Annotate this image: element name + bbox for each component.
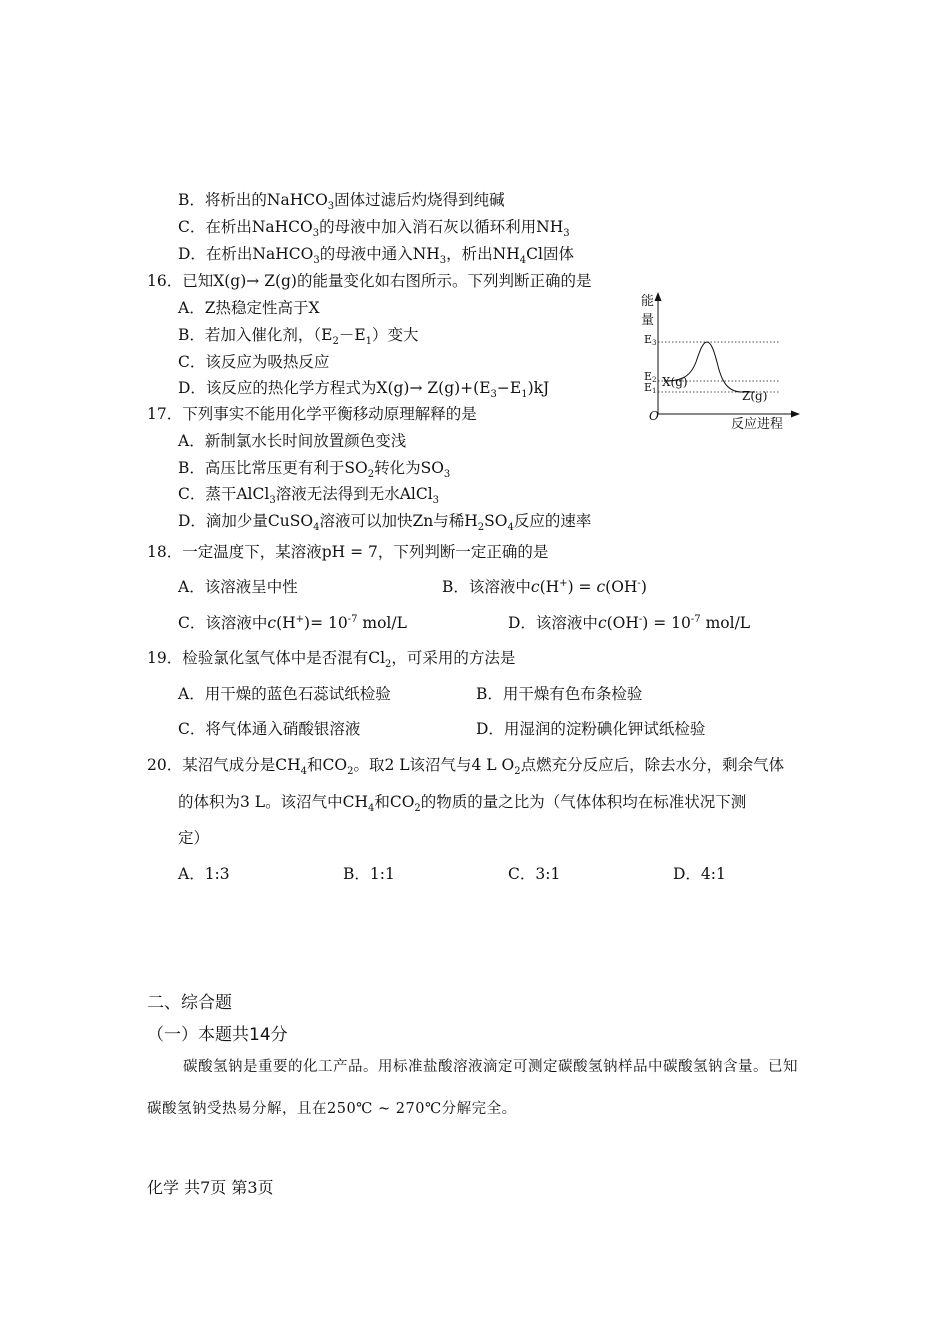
- q20-option-a: A．1:3: [178, 865, 230, 883]
- y-axis-label-top: 能: [641, 294, 655, 309]
- q16-option-a: A．Z热稳定性高于X: [178, 299, 320, 317]
- q18-stem: 18．一定温度下，某溶液pH = 7，下列判断一定正确的是: [147, 543, 549, 561]
- q17-option-c: C．蒸干AlCl$_3$溶液无法得到无水AlCl$_3$: [178, 485, 440, 507]
- q15-option-c: C．在析出NaHCO$_3$的母液中加入消石灰以循环利用$NH_3$: [178, 218, 570, 240]
- y-axis-label-bottom: 量: [641, 313, 655, 328]
- q19-option-a: A．用干燥的蓝色石蕊试纸检验: [178, 685, 391, 703]
- q16-option-b: B．若加入催化剂，$(E_2-E_1)$变大: [178, 326, 419, 348]
- q20-option-c: C．3:1: [508, 865, 561, 883]
- q19-option-b: B．用干燥有色布条检验: [476, 685, 643, 703]
- q18-option-a: A．该溶液呈中性: [178, 578, 298, 596]
- e1-label: E1: [644, 381, 657, 395]
- q16-stem: 16．已知X(g)→ Z(g)的能量变化如右图所示。下列判断正确的是: [147, 272, 592, 290]
- q20-option-b: B．1:1: [343, 865, 395, 883]
- q20-stem-line2: 的体积为3 L。该沼气中$CH_4$和$CO_2$的物质的量之比为（气体体积均在标准状况下测: [178, 793, 747, 815]
- q15-option-b: B．将析出的NaHCO$_3$固体过滤后灼烧得到纯碱: [178, 191, 505, 213]
- q17-option-b: B．高压比常压更有利于$SO_2$转化为$SO_3$: [178, 459, 451, 481]
- q18-option-c: C．该溶液中$c(H^+)= 10^{-7}$ mol/L: [178, 613, 407, 632]
- page-footer: 化学 共7页 第3页: [147, 1178, 274, 1197]
- q17-option-d: D．滴加少量CuSO$_4$溶液可以加快Zn与稀$H_2SO_4$反应的速率: [178, 512, 592, 534]
- section-subtitle: （一）本题共14分: [147, 1025, 288, 1045]
- q19-stem: 19．检验氯化氢气体中是否混有$Cl_2$，可采用的方法是: [147, 649, 516, 671]
- x-axis-label: 反应进程: [731, 417, 784, 432]
- q19-option-d: D．用湿润的淀粉碘化钾试纸检验: [476, 720, 706, 738]
- y-axis-arrow: [655, 292, 662, 301]
- x-axis-arrow: [791, 411, 800, 418]
- q20-option-d: D．4:1: [673, 865, 726, 883]
- x-g-label: X(g): [662, 375, 688, 389]
- q16-option-d: D．该反应的热化学方程式为$X(g)\to Z(g)+(E_3-E_1)kJ$: [178, 379, 550, 401]
- q17-stem: 17．下列事实不能用化学平衡移动原理解释的是: [147, 405, 477, 423]
- q15-option-d: D．在析出NaHCO$_3$的母液中通入$NH_3$，析出$NH_4Cl$固体: [178, 245, 574, 267]
- origin-label: O: [649, 409, 659, 423]
- q20-stem-line3: 定）: [178, 829, 210, 847]
- q18-option-b: B．该溶液中c(H+) = c(OH-): [442, 577, 647, 596]
- q17-option-a: A．新制氯水长时间放置颜色变浅: [178, 432, 407, 450]
- section-title: 二、综合题: [147, 993, 232, 1013]
- e2-label: E2: [644, 370, 657, 384]
- section-paragraph: 碳酸氢钠是重要的化工产品。用标准盐酸溶液滴定可测定碳酸氢钠样品中碳酸氢钠含量。已知碳酸氢钠受热易分解，且在250℃ ~ 270℃分解完全。: [147, 1059, 798, 1117]
- q16-option-c: C．该反应为吸热反应: [178, 353, 330, 371]
- q20-stem-line1: 20．某沼气成分是$CH_4$和$CO_2$。取2 L该沼气与4 L $O_2$点燃充分反应后，除去水分，剩余气体: [147, 756, 785, 778]
- z-g-label: Z(g): [742, 389, 768, 403]
- q19-option-c: C．将气体通入硝酸银溶液: [178, 720, 361, 738]
- energy-diagram: [630, 290, 805, 435]
- q18-option-d: D．该溶液中$c(OH^-) = 10^{-7}$ mol/L: [508, 613, 751, 632]
- e3-label: E3: [644, 333, 657, 347]
